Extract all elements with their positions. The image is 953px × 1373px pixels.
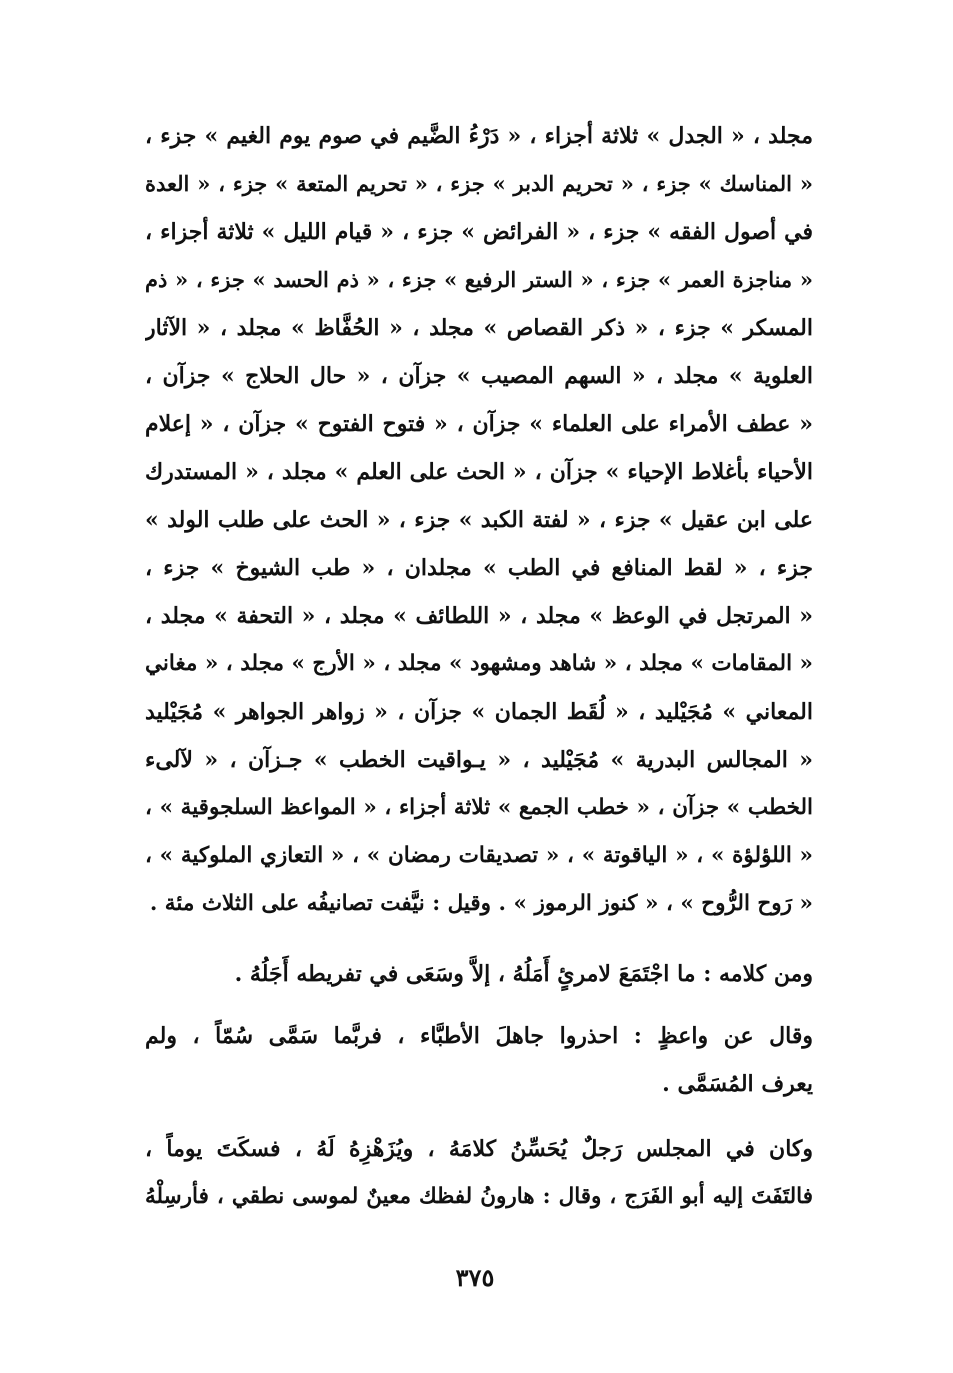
text-line: في أصول الفقه » جزء ، « الفرائض » جزء ، « قيام الليل » ثلاثة أجزاء ، <box>145 219 813 245</box>
paragraph-majlis-anecdote <box>145 1125 813 1221</box>
text-line: المسكر » جزء ، « ذكر القصاص » مجلد ، « الحُفَّاظ » مجلد ، « الآثار <box>145 315 813 341</box>
text-line: « مناجزة العمر » جزء ، « الستر الرفيع » جزء ، « ذم الحسد » جزء ، « ذم <box>145 267 813 292</box>
text-line: فالتَفَتَ إليه أبو الفَرَج ، وقال : هارونُ لفظك معينٌ لموسى نطقي ، فأرسِلْهُ <box>145 1184 813 1209</box>
text-line: مجلد ، « الجدل » ثلاثة أجزاء ، « دَرْءُ الضَّيم في صوم يوم الغيم » جزء ، <box>145 123 813 149</box>
text-line: « المقامات » مجلد ، « شاهد ومشهود » مجلد ، « الأرج » مجلد ، « مغاني <box>145 651 813 676</box>
text-line: الأحياء بأغلاط الإحياء » جزآن ، « الحث على العلم » مجلد ، « المستدرك <box>145 459 813 485</box>
text-line: « عطف الأمراء على العلماء » جزآن ، « فتوح الفتوح » جزآن ، « إعلام <box>145 411 813 437</box>
text-line: « المجالس البدرية » مُجَيْليد ، « يـواقيت الخطب » جـزآن ، « لآلىء <box>145 747 813 773</box>
page-number: ٣٧٥ <box>455 1263 495 1292</box>
text-line: على ابن عقيل » جزء ، « لفتة الكبد » جزء ، « الحث على طلب الولد » <box>145 507 813 533</box>
text-line: « رَوح الرُّوح » ، « كنوز الرموز » . وقيل : نيَّفت تصانيفُه على الثلاث مئة . <box>149 891 813 916</box>
text-line: وقال عن واعظٍ : احذروا جاهلَ الأطبَّاء ، فربَّما سَمَّى سُمّاً ، ولم <box>145 1023 813 1049</box>
text-line: « اللؤلؤة » ، « الياقوتة » ، « تصديقات رمضان » ، « التعازي الملوكية » ، <box>145 843 813 868</box>
text-line: العلوية » مجلد ، « السهم المصيب » جزآن ، « حال الحلاج » جزآن ، <box>145 363 813 389</box>
text-line: « المرتجل في الوعظ » مجلد ، « اللطائف » مجلد ، « التحفة » مجلد ، <box>145 603 813 629</box>
text-line: وكان في المجلس رَجلٌ يُحَسِّنُ كلامَهُ ، ويُزَهْزِهُ لَهُ ، فسكَتَ يوماً ، <box>145 1136 813 1162</box>
text-line: « المناسك » جزء ، « تحريم الدبر » جزء ، « تحريم المتعة » جزء ، « العدة <box>145 171 813 196</box>
paragraph-book-list <box>145 112 813 928</box>
paragraph-saying <box>145 950 813 998</box>
text-line: جزء ، « لقط المنافع في الطب » مجلدان ، « طب الشيوخ » جزء ، <box>145 555 813 581</box>
text-line: الخطب » جزآن ، « خطب الجمع » ثلاثة أجزاء ، « المواعظ السلجوقية » ، <box>145 795 813 820</box>
text-line: ومن كلامه : ما اجْتَمَعَ لامرئٍ أَمَلُهُ ، إلاَّ وسَعَى في تفريطه أَجَلُهُ . <box>234 961 813 987</box>
text-line: يعرف المُسَمَّى . <box>662 1071 813 1097</box>
paragraph-preacher-quote <box>145 1012 813 1108</box>
text-line: المعاني » مُجَيْليد ، « لُقَط الجمان » جزآن ، « زواهر الجواهر » مُجَيْليد <box>145 699 813 725</box>
